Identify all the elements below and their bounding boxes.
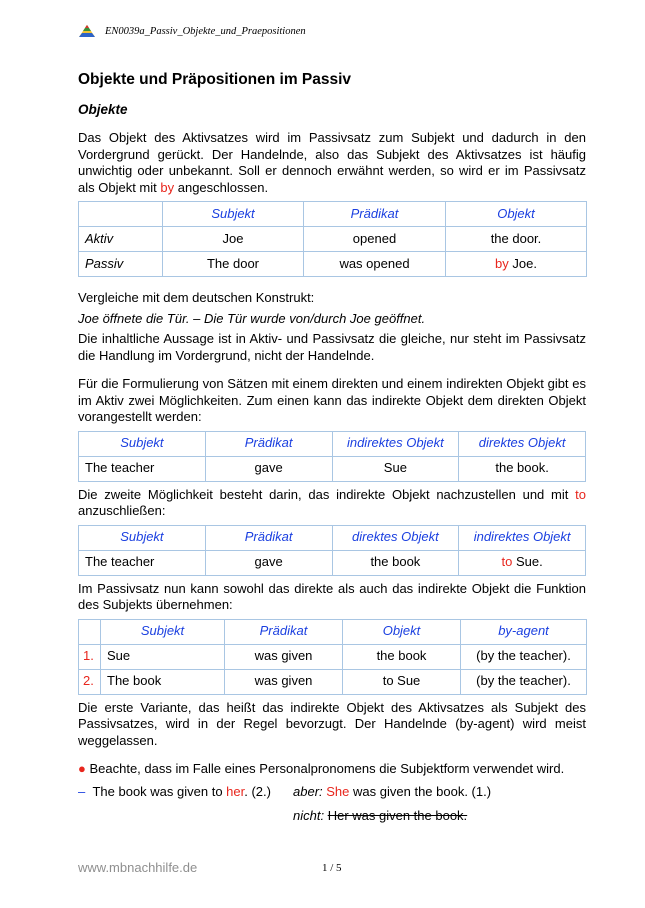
table-cell: was given xyxy=(225,644,343,669)
intro-text: Das Objekt des Aktivsatzes wird im Passivsatz zum Subjekt und dadurch in den Vordergrund gerückt. Der Handelnde, also das Subjekt des Aktivsatzes ist häufig unwichtig oder unbekannt. Soll er dennoch erwähnt werden, so wird er im Passivsatz als Objekt mit xyxy=(78,130,586,195)
german-example: Joe öffnete die Tür. – Die Tür wurde von/durch Joe geöffnet. xyxy=(78,310,426,326)
document-header xyxy=(78,24,306,38)
table-header-cell xyxy=(79,619,101,644)
table-header-cell: Objekt xyxy=(446,202,587,227)
example-text: . (2.) xyxy=(244,783,271,799)
content-paragraph xyxy=(78,487,586,520)
by-highlight: by xyxy=(160,179,175,195)
table-cell: Sue xyxy=(101,644,225,669)
table-header-cell: Subjekt xyxy=(79,431,206,456)
table-header-cell: Objekt xyxy=(343,619,461,644)
table-cell: gave xyxy=(205,456,332,481)
content-paragraph: Die erste Variante, das heißt das indirekte Objekt des Aktivsatzes als Subjekt des Passivsatzes, wird in der Regel bevorzugt. Der Handelnde (by-agent) wird meist weggelassen. xyxy=(78,699,586,748)
table-cell: gave xyxy=(205,550,332,575)
example-text: The book was given to xyxy=(92,783,223,799)
object-name: Joe. xyxy=(512,255,537,271)
table-cell: (by the teacher). xyxy=(461,669,587,694)
row-label: Passiv xyxy=(79,252,163,277)
nicht-label: nicht: xyxy=(293,807,325,823)
page-content xyxy=(78,70,586,824)
table-cell: Sue xyxy=(332,456,459,481)
bullet-icon: ● xyxy=(78,761,86,776)
page-title: Objekte und Präpositionen im Passiv xyxy=(78,71,352,88)
aber-label: aber: xyxy=(293,783,323,799)
table-cell: was given xyxy=(225,669,343,694)
table-cell: the door. xyxy=(446,227,587,252)
table-cell: was opened xyxy=(304,252,446,277)
table-header-cell: Subjekt xyxy=(79,525,206,550)
content-paragraph: Die inhaltliche Aussage ist in Aktiv- und Passivsatz die gleiche, nur steht im Passivsatz die Handlung im Vordergrund, nicht der Handelnde. xyxy=(78,331,586,363)
table-header-cell: indirektes Objekt xyxy=(459,525,586,550)
row-number: 2. xyxy=(79,669,101,694)
object-order-table-2 xyxy=(78,525,586,576)
table-header-row xyxy=(79,202,587,227)
table-cell: the book xyxy=(343,644,461,669)
table-cell: The teacher xyxy=(79,456,206,481)
section-title: Objekte xyxy=(78,102,128,117)
table-header-cell: Subjekt xyxy=(101,619,225,644)
example-text: was given the book. (1.) xyxy=(353,783,492,799)
table-header-cell: Prädikat xyxy=(205,431,332,456)
row-number: 1. xyxy=(79,644,101,669)
table-header-row xyxy=(79,431,586,456)
example-wrong xyxy=(293,808,467,825)
table-cell xyxy=(446,252,587,277)
table-header-cell: by-agent xyxy=(461,619,587,644)
table-header-cell: direktes Objekt xyxy=(332,525,459,550)
object-order-table-1 xyxy=(78,431,586,482)
wrong-example: Her was given the book. xyxy=(327,807,468,823)
example-block xyxy=(78,784,586,824)
table-header-row xyxy=(79,525,586,550)
table-header-cell: indirektes Objekt xyxy=(332,431,459,456)
table-header-row xyxy=(79,619,587,644)
table-row xyxy=(79,644,587,669)
table-row xyxy=(79,456,586,481)
by-highlight: by xyxy=(495,255,509,271)
example-right xyxy=(293,784,491,801)
table-cell: the book xyxy=(332,550,459,575)
object-name: Sue. xyxy=(515,554,543,570)
table-row xyxy=(79,227,587,252)
table-cell: The teacher xyxy=(79,550,206,575)
to-highlight: to xyxy=(575,486,586,502)
intro-end: angeschlossen. xyxy=(177,179,269,195)
page-number: 1 / 5 xyxy=(322,862,342,874)
paragraph-text: Die zweite Möglichkeit besteht darin, das indirekte Objekt nachzustellen und mit xyxy=(78,486,569,502)
active-passive-table xyxy=(78,201,587,277)
document-id: EN0039a_Passiv_Objekte_und_Praepositionen xyxy=(105,25,306,37)
to-highlight: to xyxy=(501,554,513,570)
note-line xyxy=(78,761,586,778)
table-row xyxy=(79,252,587,277)
table-row xyxy=(79,550,586,575)
passive-variants-table xyxy=(78,619,587,695)
example-left xyxy=(78,784,271,801)
footer-url: www.mbnachhilfe.de xyxy=(78,860,198,875)
paragraph-end: anzuschließen: xyxy=(78,503,166,518)
content-paragraph: Für die Formulierung von Sätzen mit einem direkten und einem indirekten Objekt gibt es im Aktiv zwei Möglichkeiten. Zum einen kann das indirekte Objekt dem direkten Objekt vorangestellt werden: xyxy=(78,376,586,424)
table-cell: (by the teacher). xyxy=(461,644,587,669)
pronoun-highlight: She xyxy=(326,783,350,799)
table-cell: The book xyxy=(101,669,225,694)
logo-icon xyxy=(78,24,96,38)
table-header-cell: Subjekt xyxy=(163,202,304,227)
table-header-cell: direktes Objekt xyxy=(459,431,586,456)
note-text: Beachte, dass im Falle eines Personalpronomens die Subjektform verwendet wird. xyxy=(89,761,565,776)
table-header-cell xyxy=(79,202,163,227)
dash-marker: – xyxy=(78,783,86,799)
intro-paragraph xyxy=(78,130,586,196)
table-cell: to Sue xyxy=(343,669,461,694)
content-paragraph: Im Passivsatz nun kann sowohl das direkte als auch das indirekte Objekt die Funktion des Subjekts übernehmen: xyxy=(78,580,586,612)
table-cell: Joe xyxy=(163,227,304,252)
table-cell: opened xyxy=(304,227,446,252)
pronoun-highlight: her xyxy=(226,783,245,799)
row-label: Aktiv xyxy=(79,227,163,252)
compare-intro: Vergleiche mit dem deutschen Konstrukt: xyxy=(78,290,315,305)
table-row xyxy=(79,669,587,694)
table-cell: The door xyxy=(163,252,304,277)
table-header-cell: Prädikat xyxy=(205,525,332,550)
table-cell: the book. xyxy=(459,456,586,481)
table-header-cell: Prädikat xyxy=(225,619,343,644)
table-cell xyxy=(459,550,586,575)
table-header-cell: Prädikat xyxy=(304,202,446,227)
